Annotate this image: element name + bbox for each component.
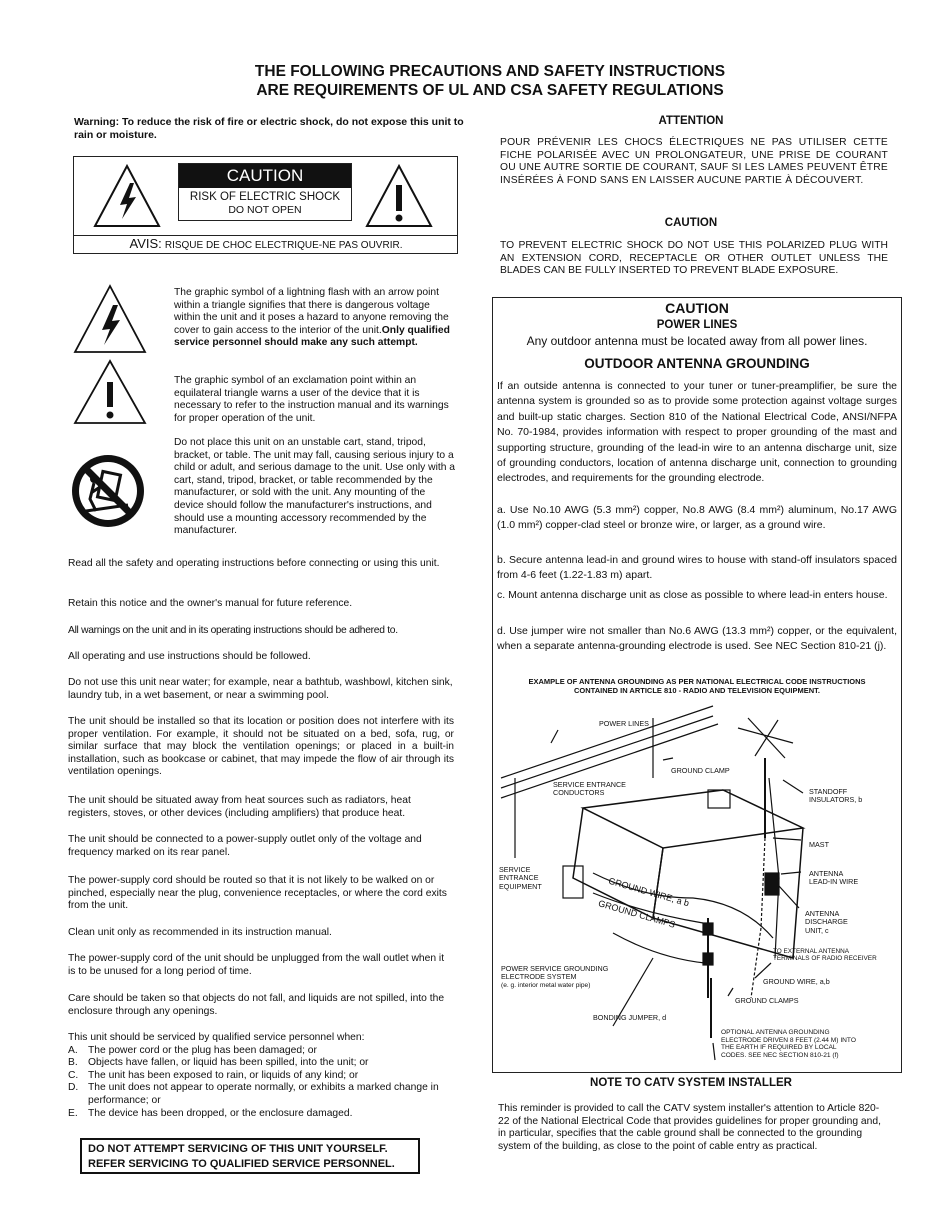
grounding-item-a: a. Use No.10 AWG (5.3 mm²) copper, No.8 AWG (8.4 mm²) aluminum, No.17 AWG (1.0 mm²) copper-clad steel or bronze wire, or larger, as a ground wire. bbox=[497, 504, 897, 532]
paragraph: The power-supply cord of the unit should be unplugged from the wall outlet when it is to be unused for a long period of time. bbox=[68, 953, 445, 977]
label-line: ELECTRODE DRIVEN 8 FEET (2.44 M) INTO bbox=[721, 1036, 856, 1044]
paragraph: Care should be taken so that objects do not fall, and liquids are not spilled, into the enclosure through any openings. bbox=[68, 993, 445, 1017]
lightning-explanation-bold: Only qualified service personnel should make any such attempt. bbox=[174, 324, 450, 349]
page-title bbox=[0, 62, 950, 100]
no-service-line-2: REFER SERVICING TO QUALIFIED SERVICE PERSONNEL. bbox=[88, 1158, 395, 1170]
list-item bbox=[68, 1057, 454, 1070]
label-bonding-jumper: BONDING JUMPER, d bbox=[593, 1013, 667, 1022]
caution-text-2: TO PREVENT ELECTRIC SHOCK DO NOT USE THIS POLARIZED PLUG WITH AN EXTENSION CORD, RECEPTACLE OR OTHER OUTLET UNLESS THE BLADES CAN BE FULLY INSERTED TO PREVENT BLADE EXPOSURE. bbox=[500, 240, 888, 277]
label-service-entrance-conductors bbox=[553, 781, 626, 798]
attention-heading: ATTENTION bbox=[658, 115, 724, 127]
label-line: (e. g. interior metal water pipe) bbox=[501, 981, 591, 989]
label-line: LEAD-IN WIRE bbox=[809, 877, 859, 887]
list-key: B. bbox=[68, 1057, 78, 1069]
list-key: E. bbox=[68, 1107, 78, 1119]
caution-banner bbox=[178, 163, 352, 221]
list-text: The unit does not appear to operate normally, or exhibits a marked change in performance; or bbox=[88, 1082, 439, 1106]
list-text: The unit has been exposed to rain, or liquids of any kind; or bbox=[88, 1069, 359, 1081]
grounding-item-d: d. Use jumper wire not smaller than No.6 AWG (13.3 mm²) copper, or the equivalent, when a separate antenna-grounding electrode is used. See NEC Section 810-21 (j). bbox=[497, 625, 897, 653]
lightning-triangle-icon bbox=[92, 163, 162, 229]
label-line: SERVICE bbox=[499, 865, 531, 874]
list-text: The power cord or the plug has been damaged; or bbox=[88, 1044, 317, 1056]
label-mast: MAST bbox=[809, 840, 829, 849]
paragraph: Clean unit only as recommended in its instruction manual. bbox=[68, 927, 332, 938]
attention-text: POUR PRÉVENIR LES CHOCS ÉLECTRIQUES NE PAS UTILISER CETTE FICHE POLARISÉE AVEC UN PROLONGATEUR, UNE PRISE DE COURANT OU UNE AUTRE SORTIE DE COURANT, SAUF SI LES LAMES PEUVENT ÊTRE INSÉRÉES À FOND SANS EN LAISSER AUCUNE PARTIE À DÉCOUVERT. bbox=[500, 137, 888, 186]
label-service-entrance-equipment bbox=[499, 866, 542, 891]
label-line: ANTENNA bbox=[805, 909, 840, 918]
exclamation-symbol-icon bbox=[72, 358, 148, 426]
label-line: POWER SERVICE GROUNDING bbox=[501, 964, 609, 973]
title-line-1: THE FOLLOWING PRECAUTIONS AND SAFETY INSTRUCTIONS bbox=[254, 63, 726, 80]
list-text: Objects have fallen, or liquid has been spilled, into the unit; or bbox=[88, 1057, 369, 1069]
paragraph: The power-supply cord should be routed so that it is not likely to be walked on or pinched, especially near the plug, convenience receptacles, or where the cord exits from the unit. bbox=[68, 875, 447, 912]
paragraph: All warnings on the unit and in its operating instructions should be adhered to. bbox=[68, 625, 398, 636]
label-line: STANDOFF bbox=[809, 787, 848, 796]
catv-text: This reminder is provided to call the CATV system installer's attention to Article 820-22 of the National Electrical Code that provides guidelines for proper grounding and, in particular, specifies that the cable ground shall be connected to the grounding system of the building, as close to the point of cable entry as practical. bbox=[498, 1103, 881, 1152]
example-caption bbox=[493, 678, 901, 695]
paragraph: The unit should be situated away from heat sources such as radiators, heat registers, stoves, or other devices (including amplifiers) that produce heat. bbox=[68, 795, 411, 819]
no-service-line-1: DO NOT ATTEMPT SERVICING OF THIS UNIT YOURSELF. bbox=[88, 1143, 388, 1155]
label-line: DISCHARGE bbox=[805, 917, 848, 927]
paragraph: Retain this notice and the owner's manual for future reference. bbox=[68, 598, 353, 609]
grounding-heading: OUTDOOR ANTENNA GROUNDING bbox=[584, 356, 810, 371]
title-line-2: ARE REQUIREMENTS OF UL AND CSA SAFETY REGULATIONS bbox=[256, 82, 724, 99]
paragraph: Read all the safety and operating instructions before connecting or using this unit. bbox=[68, 558, 440, 569]
avis-prefix: AVIS: bbox=[129, 236, 162, 251]
paragraph: All operating and use instructions should be followed. bbox=[68, 651, 311, 662]
lightning-symbol-icon bbox=[72, 283, 148, 355]
lightning-explanation bbox=[174, 287, 456, 350]
list-text: The device has been dropped, or the enclosure damaged. bbox=[88, 1107, 353, 1119]
label-antenna-lead-in bbox=[809, 870, 858, 887]
warning-text: Warning: To reduce the risk of fire or electric shock, do not expose this unit to rain or moisture. bbox=[74, 116, 464, 141]
do-not-open-text: DO NOT OPEN bbox=[228, 204, 302, 216]
list-key: C. bbox=[68, 1069, 79, 1081]
box-caution-heading: CAUTION bbox=[665, 300, 729, 316]
example-caption-1: EXAMPLE OF ANTENNA GROUNDING AS PER NATIONAL ELECTRICAL CODE INSTRUCTIONS bbox=[528, 677, 866, 686]
power-lines-heading: POWER LINES bbox=[656, 319, 738, 331]
service-list bbox=[68, 1032, 454, 1120]
label-line: ANTENNA bbox=[809, 869, 844, 878]
list-key: D. bbox=[68, 1082, 79, 1094]
label-line: TERMINALS OF RADIO RECEIVER bbox=[773, 955, 877, 963]
paragraph: The unit should be installed so that its location or position does not interfere with its proper ventilation. For example, it should not be situated on a bed, sofa, rug, or similar surface that may block the ventilation openings; or placed in a built-in installation, such as bookcase or cabinet, that may impede the flow of air through its ventilation openings. bbox=[68, 716, 454, 778]
label-ground-wire: GROUND WIRE, a,b bbox=[763, 977, 830, 986]
label-line: EQUIPMENT bbox=[499, 881, 542, 891]
risk-shock-text: RISK OF ELECTRIC SHOCK bbox=[189, 191, 341, 203]
label-line: ENTRANCE bbox=[499, 873, 539, 883]
caution-heading: CAUTION bbox=[179, 164, 351, 188]
avis-body: RISQUE DE CHOC ELECTRIQUE-NE PAS OUVRIR. bbox=[164, 240, 403, 251]
paragraph: The unit should be connected to a power-supply outlet only of the voltage and frequency marked on its rear panel. bbox=[68, 834, 422, 858]
cart-warning: Do not place this unit on an unstable cart, stand, tripod, bracket, or table. The unit may fall, causing serious injury to a child or adult, and serious damage to the unit. Use only with a cart, stand, tripod, bracket, or table recommended by the manufacturer, or sold with the unit. Any mounting of the device should follow the manufacturer's instructions, and should use a mounting accessory recommended by the manufacturer. bbox=[174, 437, 456, 537]
no-cart-tipping-icon bbox=[70, 453, 146, 529]
grounding-intro: If an outside antenna is connected to your tuner or tuner-preamplifier, be sure the antenna system is grounded so as to provide some protection against voltage surges and built-up static charges. Section 810 of the National Electrical Code, ANSI/NFPA No. 70-1984, provides information with respect to proper grounding of the mast and supporting structure, grounding of the lead-in wire to an antenna discharge unit, size of grounding conductors, location of antenna discharge unit, connection to grounding electrodes, and requirements for the grounding electrode. bbox=[497, 380, 897, 485]
label-antenna-discharge-unit bbox=[805, 910, 848, 935]
label-ground-clamp: GROUND CLAMP bbox=[671, 766, 730, 775]
grounding-item-c: c. Mount antenna discharge unit as close as possible to where lead-in enters house. bbox=[497, 589, 888, 601]
label-to-external-terminals bbox=[773, 948, 877, 963]
label-ground-clamps-roof: GROUND CLAMPS bbox=[597, 898, 677, 930]
example-caption-2: CONTAINED IN ARTICLE 810 - RADIO AND TELEVISION EQUIPMENT. bbox=[574, 685, 820, 695]
label-line: TO EXTERNAL ANTENNA bbox=[773, 948, 849, 955]
list-item bbox=[68, 1082, 454, 1107]
list-item bbox=[68, 1045, 454, 1058]
outdoor-antenna-warning: Any outdoor antenna must be located away from all power lines. bbox=[526, 334, 868, 348]
label-line: ELECTRODE SYSTEM bbox=[501, 972, 577, 982]
label-line: SERVICE ENTRANCE bbox=[553, 780, 626, 789]
antenna-grounding-box bbox=[492, 297, 902, 1073]
label-line: INSULATORS, b bbox=[809, 795, 863, 805]
label-line: UNIT, c bbox=[805, 925, 829, 935]
service-intro: This unit should be serviced by qualified service personnel when: bbox=[68, 1032, 365, 1043]
label-line: CODES. SEE NEC SECTION 810-21 (f) bbox=[721, 1051, 839, 1059]
list-key: A. bbox=[68, 1044, 78, 1056]
exclamation-explanation: The graphic symbol of an exclamation point within an equilateral triangle warns a user of the device that it is necessary to refer to the instruction manual and its warnings for proper operation of the unit. bbox=[174, 375, 449, 424]
label-ground-wire-roof: GROUND WIRE, a b bbox=[607, 875, 691, 909]
label-ground-clamps: GROUND CLAMPS bbox=[735, 996, 799, 1005]
label-power-lines: POWER LINES bbox=[599, 719, 649, 728]
avis-text bbox=[78, 236, 454, 254]
list-item bbox=[68, 1070, 454, 1083]
label-line: THE EARTH IF REQUIRED BY LOCAL bbox=[721, 1044, 837, 1052]
paragraph: Do not use this unit near water; for example, near a bathtub, washbowl, kitchen sink, laundry tub, in a wet basement, or near a swimming pool. bbox=[68, 677, 453, 701]
label-optional-electrode bbox=[721, 1029, 856, 1059]
label-line: OPTIONAL ANTENNA GROUNDING bbox=[721, 1029, 830, 1036]
label-standoff-insulators bbox=[809, 788, 862, 805]
caution-heading-2: CAUTION bbox=[664, 217, 718, 229]
no-service-warning-box bbox=[80, 1138, 420, 1174]
exclamation-triangle-icon bbox=[364, 163, 434, 229]
lightning-explanation-text: The graphic symbol of a lightning flash with an arrow point within a triangle signifies that there is dangerous voltage within the unit and it poses a hazard to anyone removing the cover to gain access to the interior of the unit. bbox=[174, 287, 449, 336]
caution-label-box bbox=[73, 156, 458, 254]
catv-heading: NOTE TO CATV SYSTEM INSTALLER bbox=[590, 1077, 792, 1089]
list-item bbox=[68, 1108, 454, 1121]
label-power-service-grounding bbox=[501, 965, 608, 990]
grounding-item-b: b. Secure antenna lead-in and ground wires to house with stand-off insulators spaced from 4-6 feet (1.22-1.83 m) apart. bbox=[497, 554, 897, 582]
label-line: CONDUCTORS bbox=[553, 788, 605, 798]
